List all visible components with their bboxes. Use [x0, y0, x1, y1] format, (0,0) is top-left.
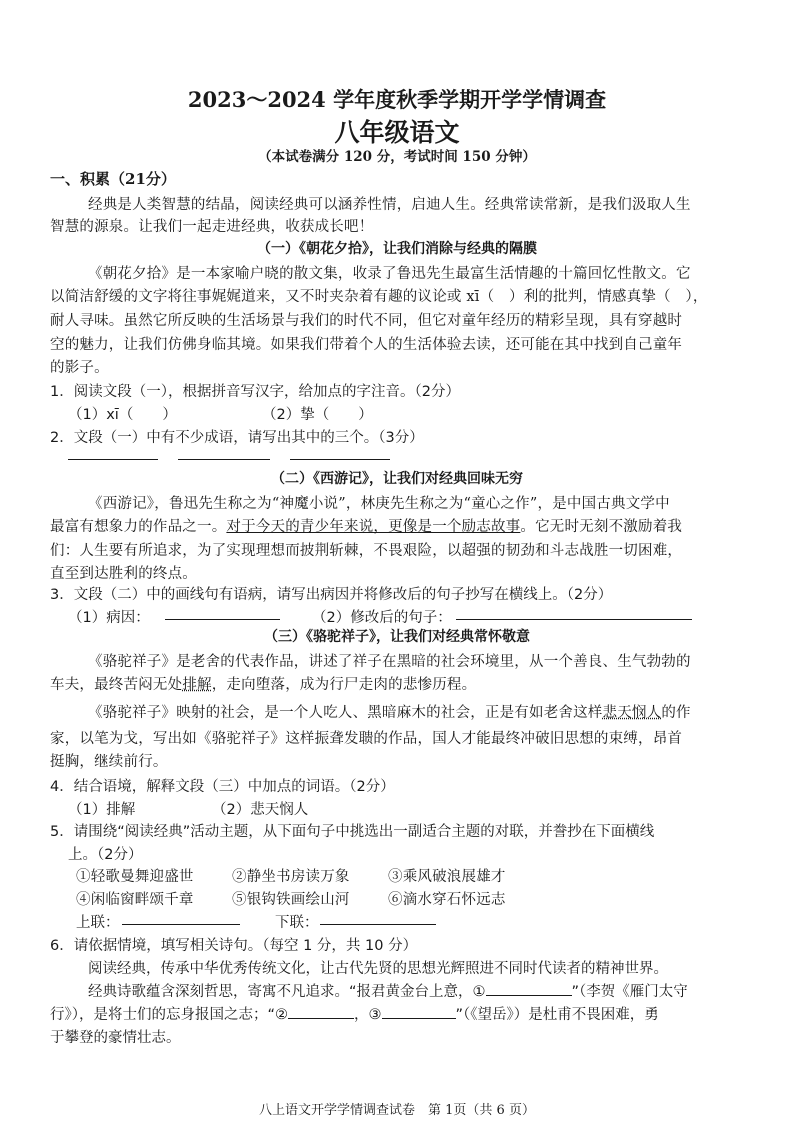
passage-line — [50, 673, 476, 694]
passage-line: 《骆驼祥子》是老舍的代表作品，讲述了祥子在黑暗的社会环境里，从一个善良、生气勃勃的 — [88, 654, 691, 670]
passage-text: ”（李贺《雁门太守 — [571, 984, 688, 1000]
answer-line[interactable] — [165, 605, 280, 624]
exam-title: 2023～2024 学年度秋季学期开学学情调查 — [187, 87, 607, 112]
passage-line: 家，以笔为戈，写出如《骆驼祥子》这样振聋发聩的作品，国人才能最终冲破旧思想的束缚，昂首 — [50, 731, 683, 747]
passage-text: 行》），是将士们的忘身报国之志；“② — [50, 1007, 289, 1023]
lower-couplet-line[interactable] — [320, 910, 436, 929]
question-2: 2．文段（一）中有不少成语，请写出其中的三个。（3分） — [50, 430, 424, 446]
answer-slot: （2）悲天悯人 — [212, 802, 309, 818]
answer-slot[interactable]: （2）挚（ ） — [262, 407, 373, 423]
answer-slot: （2）修改后的句子： — [312, 610, 452, 626]
passage-text: 《骆驼祥子》映射的社会，是一个人吃人、黑暗麻木的社会，正是有如老舍这样 — [88, 705, 603, 721]
part2-heading: （二）《西游记》，让我们对经典回味无穷 — [271, 471, 523, 487]
lower-couplet-label: 下联： — [275, 915, 319, 931]
couplet-option: ⑥滴水穿石怀远志 — [388, 892, 506, 908]
upper-couplet-label: 上联： — [76, 915, 120, 931]
question-5: 5．请围绕“阅读经典”活动主题，从下面句子中挑选出一副适合主题的对联，并誊抄在下面横线 — [50, 824, 655, 840]
answer-line[interactable] — [68, 445, 158, 464]
question-6: 6．请依据情境，填写相关诗句。（每空 1 分，共 10 分） — [50, 938, 418, 954]
passage-line: 直至到达胜利的终点。 — [50, 566, 197, 582]
part3-heading: （三）《骆驼祥子》，让我们对经典常怀敬意 — [264, 629, 530, 645]
passage-line: 以简洁舒缓的文字将往事娓娓道来，又不时夹杂着有趣的议论或 xī（ ）利的批判，情感真挚（ ）， — [50, 289, 708, 305]
passage-line: 们：人生要有所追求，为了实现理想而披荆斩棘，不畏艰险，以超强的韧劲和斗志战胜一切困难， — [50, 543, 683, 559]
passage-line: 挺胸，继续前行。 — [50, 754, 168, 770]
passage-line: 的影子。 — [50, 360, 109, 376]
couplet-option: ①轻歌曼舞迎盛世 — [76, 869, 194, 885]
passage-line: 耐人寻味。虽然它所反映的生活场景与我们的时代不同，但它对童年经历的精彩呈现，具有穿越时 — [50, 313, 683, 329]
answer-line[interactable] — [178, 445, 270, 464]
couplet-option: ⑤银钩铁画绘山河 — [232, 892, 350, 908]
answer-line[interactable] — [486, 981, 572, 996]
passage-line — [88, 701, 691, 722]
part1-heading: （一）《朝花夕拾》，让我们消除与经典的隔膜 — [257, 241, 537, 257]
passage-text: ”（《望岳》）是杜甫不畏困难，勇 — [455, 1007, 659, 1023]
couplet-option: ②静坐书房读万象 — [232, 869, 350, 885]
intro-line: 智慧的源泉。让我们一起走进经典，收获成长吧！ — [50, 219, 374, 235]
passage-text: 最富有想象力的作品之一。 — [50, 519, 227, 535]
passage-line: 于攀登的豪情壮志。 — [50, 1030, 181, 1046]
passage-text: ，走向堕落，成为行尸走肉的悲惨历程。 — [211, 677, 477, 693]
answer-line[interactable] — [288, 1004, 354, 1019]
answer-line[interactable] — [382, 1004, 456, 1019]
passage-line: 《朝花夕拾》是一本家喻户晓的散文集，收录了鲁迅先生最富生活情趣的十篇回忆性散文。它 — [88, 266, 691, 282]
question-5-cont: 上。（2分） — [68, 847, 143, 863]
answer-slot: （1）病因： — [68, 610, 150, 626]
section-heading: 一、积累（21分） — [50, 170, 176, 188]
exam-note: （本试卷满分 120 分，考试时间 150 分钟） — [258, 149, 536, 165]
underlined-sentence: 对于今天的青少年来说，更像是一个励志故事 — [226, 519, 521, 535]
couplet-option: ④闲临窗畔颂千章 — [76, 892, 194, 908]
passage-text: 车夫，最终苦闷无处 — [50, 677, 183, 693]
passage-line: 阅读经典，传承中华优秀传统文化，让古代先贤的思想光辉照进不同时代读者的精神世界。 — [88, 961, 668, 977]
question-3: 3．文段（二）中的画线句有语病，请写出病因并将修改后的句子抄写在横线上。（2分） — [50, 587, 613, 603]
answer-slot[interactable]: （1）xī（ ） — [68, 407, 177, 423]
passage-text: 经典诗歌蕴含深刻哲思，寄寓不凡追求。“报君黄金台上意，① — [88, 984, 486, 1000]
question-4: 4．结合语境，解释文段（三）中加点的词语。（2分） — [50, 779, 395, 795]
intro-line: 经典是人类智慧的结晶，阅读经典可以涵养性情，启迪人生。经典常读常新，是我们汲取人生 — [88, 197, 691, 213]
passage-line — [88, 980, 688, 1001]
passage-text: 。它无时无刻不激励着我 — [520, 519, 683, 535]
answer-slot: （1）排解 — [68, 802, 136, 818]
question-1: 1．阅读文段（一），根据拼音写汉字，给加点的字注音。（2分） — [50, 384, 460, 400]
passage-line: 空的魅力，让我们仿佛身临其境。如果我们带着个人的生活体验去读，还可能在其中找到自己童年 — [50, 337, 683, 353]
answer-line[interactable] — [290, 445, 390, 464]
passage-line — [50, 1003, 659, 1024]
exam-subject: 八年级语文 — [334, 118, 460, 147]
passage-line: 《西游记》，鲁迅先生称之为“神魔小说”，林庚先生称之为“童心之作”，是中国古典文学中 — [88, 496, 670, 512]
upper-couplet-line[interactable] — [122, 910, 240, 929]
dotted-word: 排解 — [182, 677, 212, 693]
answer-line[interactable] — [456, 605, 692, 624]
couplet-option: ③乘风破浪展雄才 — [388, 869, 506, 885]
dotted-word: 悲天悯人 — [602, 705, 662, 721]
passage-text: 的作 — [661, 705, 691, 721]
passage-line — [50, 515, 682, 536]
page-footer: 八上语文开学学情调查试卷 第 1页（共 6 页） — [259, 1103, 535, 1118]
passage-text: ，③ — [354, 1007, 382, 1023]
